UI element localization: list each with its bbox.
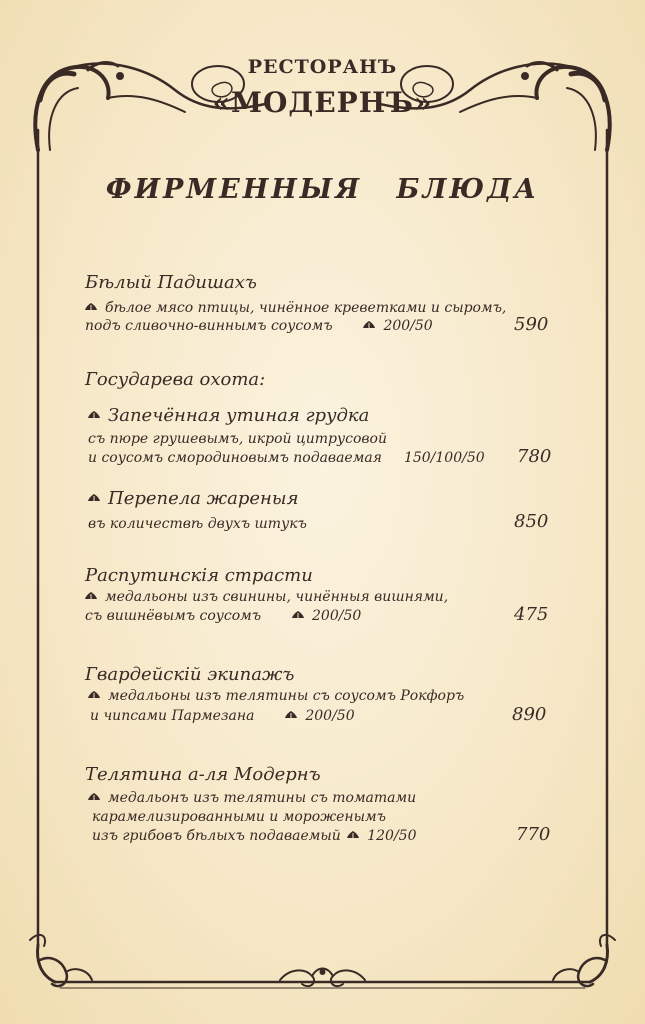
lotus-ornament-icon (347, 831, 359, 839)
dish-desc: въ количествѣ двухъ штукъ (88, 516, 307, 532)
dish-price: 590 (514, 314, 549, 335)
lotus-ornament-icon (88, 494, 100, 502)
lotus-ornament-icon (85, 303, 97, 311)
dish-desc: медальоны изъ телятины съ соусомъ Рокфоръ (88, 688, 464, 704)
dish-desc: съ вишнёвымъ соусомъ 200/50 (85, 608, 362, 624)
dish-name: Распутинскія страсти (85, 565, 313, 586)
dish-desc: медальоны изъ свинины, чинённыя вишнями, (85, 589, 448, 605)
dish-desc: бѣлое мясо птицы, чинённое креветками и сыромъ, (85, 300, 506, 316)
dish-desc: изъ грибовъ бѣлыхъ подаваемый 120/50 (92, 828, 417, 844)
dish-weight: 120/50 (367, 828, 417, 844)
dish-group-title: Государева охота: (85, 369, 266, 390)
dish-desc: съ пюре грушевымъ, икрой цитрусовой (88, 431, 387, 447)
lotus-ornament-icon (88, 793, 100, 801)
lotus-ornament-icon (85, 592, 97, 600)
dish-desc: медальонъ изъ телятины съ томатами (88, 790, 416, 806)
dish-desc: и чипсами Пармезана 200/50 (90, 708, 355, 724)
dish-price: 475 (514, 604, 549, 625)
dish-name: Телятина а-ля Модернъ (85, 764, 321, 785)
section-title: ФИРМЕННЫЯ БЛЮДА (105, 174, 540, 205)
dish-weight: 200/50 (305, 708, 355, 724)
dish-weight: 200/50 (312, 608, 362, 624)
restaurant-name-line2: «МОДЕРНЪ» (212, 86, 433, 119)
lotus-ornament-icon (292, 611, 304, 619)
dish-name: Гвардейскій экипажъ (85, 664, 295, 685)
dish-desc: карамелизированными и мороженымъ (92, 809, 386, 825)
dish-weight: 150/100/50 (403, 450, 485, 466)
lotus-ornament-icon (88, 411, 100, 419)
dish-desc: подъ сливочно-виннымъ соусомъ 200/50 (85, 318, 433, 334)
dish-price: 770 (516, 824, 551, 845)
lotus-ornament-icon (363, 321, 375, 329)
dish-price: 890 (512, 704, 547, 725)
dish-price: 850 (514, 511, 549, 532)
restaurant-name-line1: РЕСТОРАНЪ (247, 56, 398, 78)
lotus-ornament-icon (285, 711, 297, 719)
dish-price: 780 (517, 446, 552, 467)
dish-name: Бѣлый Падишахъ (85, 272, 257, 293)
dish-weight: 200/50 (383, 318, 433, 334)
lotus-ornament-icon (88, 691, 100, 699)
dish-desc: и соусомъ смородиновымъ подаваемая 150/100/50 (88, 450, 485, 466)
dish-name: Запечённая утиная грудка (88, 405, 369, 426)
dish-name: Перепела жареныя (88, 488, 299, 509)
